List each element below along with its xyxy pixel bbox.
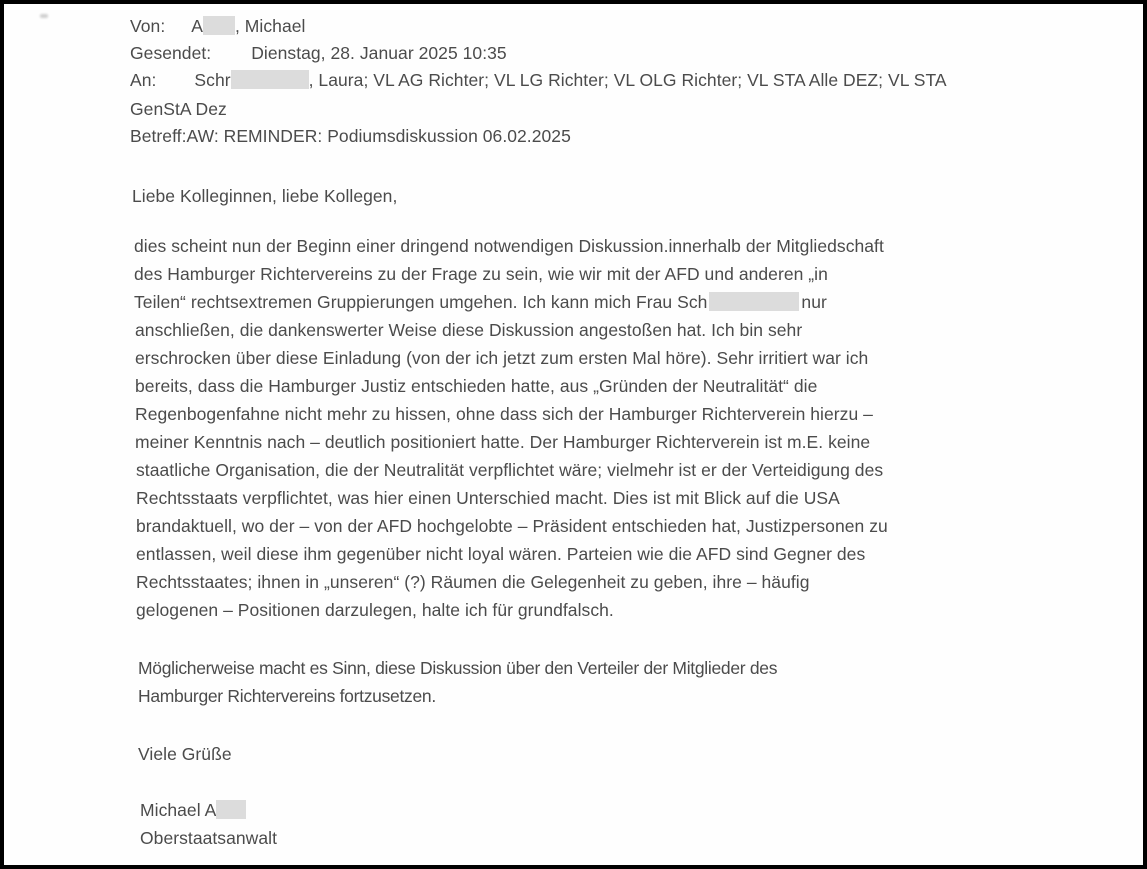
redaction-box xyxy=(216,800,246,819)
body-line: entlassen, weil diese ihm gegenüber nicht loyal wären. Parteien wie die AFD sind Gegner des xyxy=(136,544,866,564)
body-line: Hamburger Richtervereins fortzusetzen. xyxy=(138,686,436,706)
body-line-text: Teilen“ rechtsextremen Gruppierungen umgehen. Ich kann mich Frau Sch xyxy=(134,292,708,312)
body-line: erschrocken über diese Einladung (von der ich jetzt zum ersten Mal höre). Sehr irritiert war ich xyxy=(135,348,869,368)
to-rest: , Laura; VL AG Richter; VL LG Richter; VL OLG Richter; VL STA Alle DEZ; VL STA xyxy=(308,70,947,90)
body-line: bereits, dass die Hamburger Justiz entschieden hatte, aus „Gründen der Neutralität“ die xyxy=(135,376,818,396)
signature-name: Michael A xyxy=(140,800,217,820)
sent-line xyxy=(130,43,507,64)
from-line xyxy=(130,16,305,37)
redaction-box xyxy=(709,292,799,311)
body-line: dies scheint nun der Beginn einer dringend notwendigen Diskussion.innerhalb der Mitgliedschaft xyxy=(134,236,884,256)
to-initial: Schr xyxy=(194,70,231,90)
body-line: meiner Kenntnis nach – deutlich positioniert hatte. Der Hamburger Richterverein ist m.E. keine xyxy=(135,432,871,452)
to-line xyxy=(130,70,947,91)
scan-smudge xyxy=(40,14,48,18)
sent-value: Dienstag, 28. Januar 2025 10:35 xyxy=(251,43,507,63)
redaction-box xyxy=(231,70,309,89)
from-label: Von: xyxy=(130,16,166,36)
from-initial: A xyxy=(191,16,203,36)
body-line: Möglicherweise macht es Sinn, diese Diskussion über den Verteiler der Mitglieder des xyxy=(138,658,778,678)
body-line: Regenbogenfahne nicht mehr zu hissen, ohne dass sich der Hamburger Richterverein hierzu – xyxy=(135,404,873,424)
closing: Viele Grüße xyxy=(138,744,232,764)
subject-line xyxy=(130,126,571,147)
body-line: brandaktuell, wo der – von der AFD hochgelobte – Präsident entschieden hat, Justizpersonen zu xyxy=(136,516,888,536)
body-line: Rechtsstaats verpflichtet, was hier einen Unterschied macht. Dies ist mit Blick auf die USA xyxy=(136,488,840,508)
subject-label: Betreff: xyxy=(130,126,187,146)
body-line: Rechtsstaates; ihnen in „unseren“ (?) Räumen die Gelegenheit zu geben, ihre – häufig xyxy=(136,572,810,592)
body-line: staatliche Organisation, die der Neutralität verpflichtet wäre; vielmehr ist er der Verteidigung des xyxy=(136,460,884,480)
redaction-box xyxy=(203,16,235,35)
scanned-email-page xyxy=(4,4,1143,865)
body-line xyxy=(134,292,827,313)
from-rest: , Michael xyxy=(234,16,306,36)
sent-label: Gesendet: xyxy=(130,43,212,63)
body-line: des Hamburger Richtervereins zu der Frage zu sein, wie wir mit der AFD und anderen „in xyxy=(134,264,828,284)
body-line-text: nur xyxy=(801,292,827,312)
signature-title: Oberstaatsanwalt xyxy=(140,828,277,848)
signature-name-line xyxy=(140,800,246,821)
to-label: An: xyxy=(130,70,157,90)
body-line: anschließen, die dankenswerter Weise diese Diskussion angestoßen hat. Ich bin sehr xyxy=(135,320,803,340)
to-line-2: GenStA Dez xyxy=(130,99,227,119)
subject-value: AW: REMINDER: Podiumsdiskussion 06.02.2025 xyxy=(186,126,571,146)
body-line: gelogenen – Positionen darzulegen, halte ich für grundfalsch. xyxy=(136,600,614,620)
greeting: Liebe Kolleginnen, liebe Kollegen, xyxy=(132,186,398,206)
